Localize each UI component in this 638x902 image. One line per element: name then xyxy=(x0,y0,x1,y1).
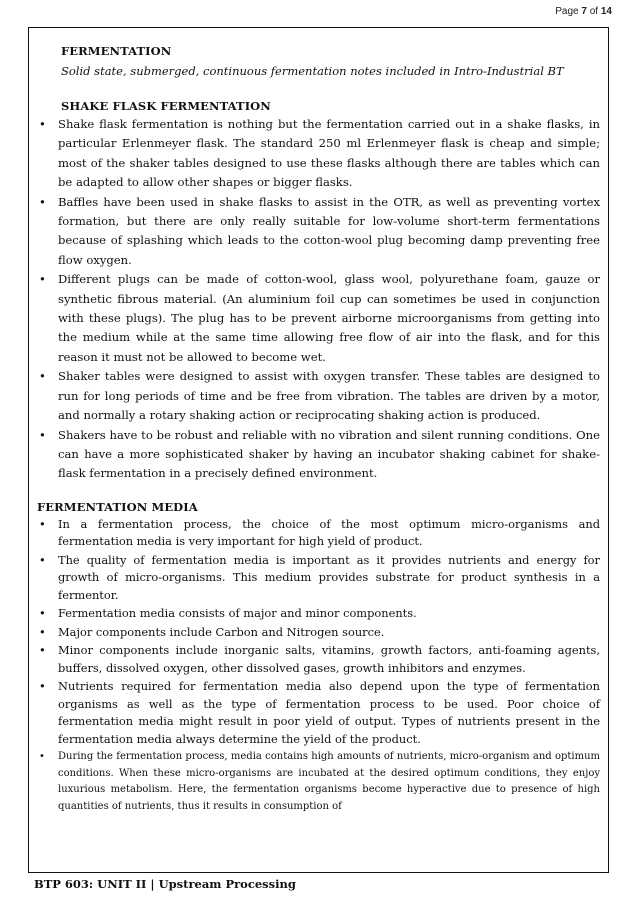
list-item: • Minor components include inorganic salts, vitamins, growth factors, anti-foaming agents, buffers, dissolved oxygen, other dissolved gases, growth inhibitors and enzymes. xyxy=(37,642,600,677)
list-item: • Baffles have been used in shake flasks to assist in the OTR, as well as preventing vortex formation, but there are only really suitable for low-volume short-term fermentations because of splashing which leads to the cotton-wool plug becoming damp preventing free flow oxygen. xyxy=(37,193,600,271)
page-number: Page 7 of 14 xyxy=(555,6,612,17)
list-item: • Major components include Carbon and Nitrogen source. xyxy=(37,624,600,642)
list-item: • In a fermentation process, the choice of the most optimum micro-organisms and fermentation media is very important for high yield of product. xyxy=(37,516,600,551)
list-item: • During the fermentation process, media contains high amounts of nutrients, micro-organism and optimum conditions. When these micro-organisms are incubated at the desired optimum conditions, they enjoy luxurious metabolism. Here, the fermentation organisms become hyperactive due to presence of high quantities of nutrients, thus it results in consumption of xyxy=(37,749,600,815)
heading-shake-flask: SHAKE FLASK FERMENTATION xyxy=(61,99,271,113)
list-item: • Different plugs can be made of cotton-wool, glass wool, polyurethane foam, gauze or synthetic fibrous material. (An aluminium foil cup can sometimes be used in conjunction with these plugs). The plug has to be prevent airborne microorganisms from getting into the medium while at the same time allowing free flow of air into the flask, and for this reason it must not be allowed to become wet. xyxy=(37,270,600,367)
heading-fermentation-media: FERMENTATION MEDIA xyxy=(37,499,198,514)
current-page: 7 xyxy=(581,6,587,17)
heading-fermentation: FERMENTATION xyxy=(61,44,172,58)
fermentation-media-list xyxy=(37,516,600,816)
list-item: • Nutrients required for fermentation media also depend upon the type of fermentation organisms as well as the type of fermentation process to be used. Poor choice of fermentation media might result in poor yield of output. Types of nutrients present in the fermentation media always determine the yield of the product. xyxy=(37,678,600,748)
page-frame xyxy=(28,27,609,873)
list-item: • The quality of fermentation media is important as it provides nutrients and energy for growth of micro-organisms. This medium provides substrate for product synthesis in a fermentor. xyxy=(37,552,600,605)
list-item: • Shake flask fermentation is nothing but the fermentation carried out in a shake flasks, in particular Erlenmeyer flask. The standard 250 ml Erlenmeyer flask is cheap and simple; most of the shaker tables designed to use these flasks although there are tables which can be adapted to allow other shapes or bigger flasks. xyxy=(37,115,600,193)
document-body xyxy=(29,28,608,815)
fermentation-note: Solid state, submerged, continuous fermentation notes included in Intro-Industrial BT xyxy=(61,64,564,78)
list-item: • Fermentation media consists of major and minor components. xyxy=(37,605,600,623)
total-pages: 14 xyxy=(600,6,612,17)
list-item: • Shaker tables were designed to assist with oxygen transfer. These tables are designed to run for long periods of time and be free from vibration. The tables are driven by a motor, and normally a rotary shaking action or reciprocating shaking action is produced. xyxy=(37,367,600,425)
list-item: • Shakers have to be robust and reliable with no vibration and silent running conditions. One can have a more sophisticated shaker by having an incubator shaking cabinet for shake-flask fermentation in a precisely defined environment. xyxy=(37,426,600,484)
shake-flask-list xyxy=(37,115,600,484)
footer-title: BTP 603: UNIT II | Upstream Processing xyxy=(34,877,296,891)
